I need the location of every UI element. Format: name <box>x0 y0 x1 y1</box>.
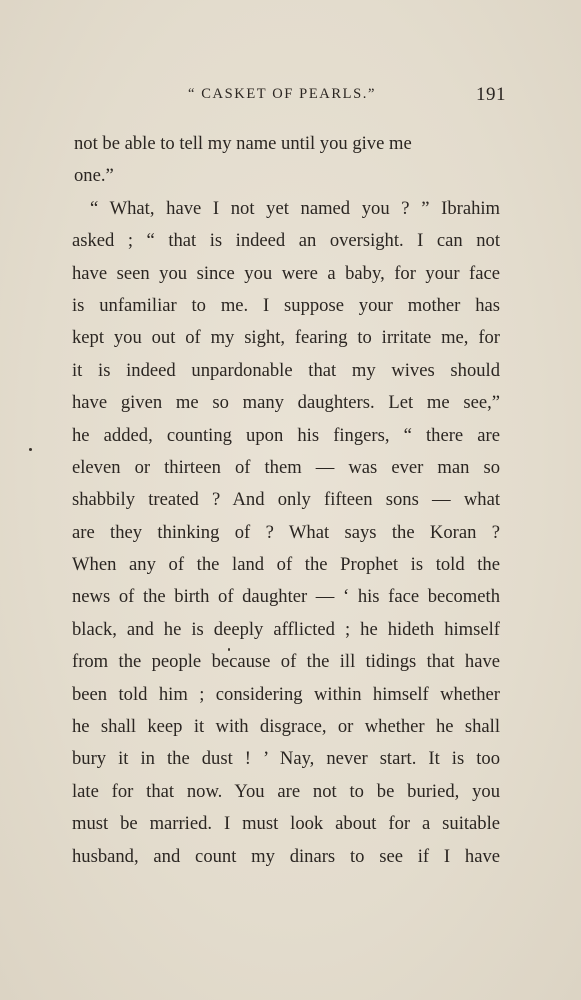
running-title: “ CASKET OF PEARLS.” <box>188 86 377 102</box>
page-number: 191 <box>476 84 506 105</box>
text-line: shabbily treated ? And only fifteen sons — what <box>72 489 500 511</box>
text-line: bury it in the dust ! ’ Nay, never start. It is too <box>72 748 500 770</box>
text-line: is unfamiliar to me. I suppose your mother has <box>72 294 500 316</box>
text-line: late for that now. You are not to be buried, you <box>72 780 500 802</box>
text-line: have given me so many daughters. Let me see,” <box>72 392 500 414</box>
text-line: asked ; “ that is indeed an oversight. I can not <box>72 230 500 252</box>
text-line: he shall keep it with disgrace, or whether he shall <box>72 716 500 738</box>
text-line: eleven or thirteen of them — was ever man so <box>72 456 500 478</box>
paper-speck <box>228 648 230 651</box>
text-line: he added, counting upon his fingers, “ there are <box>72 424 500 446</box>
text-line: black, and he is deeply afflicted ; he hideth himself <box>72 618 500 640</box>
text-line: been told him ; considering within himself whether <box>72 683 500 705</box>
paper-speck <box>29 448 32 451</box>
text-line: are they thinking of ? What says the Koran ? <box>72 521 500 543</box>
text-line: husband, and count my dinars to see if I have <box>72 845 500 867</box>
text-line: it is indeed unpardonable that my wives should <box>72 359 500 381</box>
text-line: When any of the land of the Prophet is told the <box>72 554 500 576</box>
text-line: not be able to tell my name until you give me <box>74 133 412 154</box>
text-line: must be married. I must look about for a suitable <box>72 813 500 835</box>
text-line: have seen you since you were a baby, for your face <box>72 262 500 284</box>
text-line: kept you out of my sight, fearing to irritate me, for <box>72 327 500 349</box>
running-head <box>70 84 506 108</box>
text-line: “ What, have I not yet named you ? ” Ibrahim <box>90 197 500 219</box>
text-line: one.” <box>74 165 114 187</box>
text-line: news of the birth of daughter — ‘ his face becometh <box>72 586 500 608</box>
body-text <box>72 128 500 873</box>
text-line: from the people because of the ill tidings that have <box>72 651 500 673</box>
